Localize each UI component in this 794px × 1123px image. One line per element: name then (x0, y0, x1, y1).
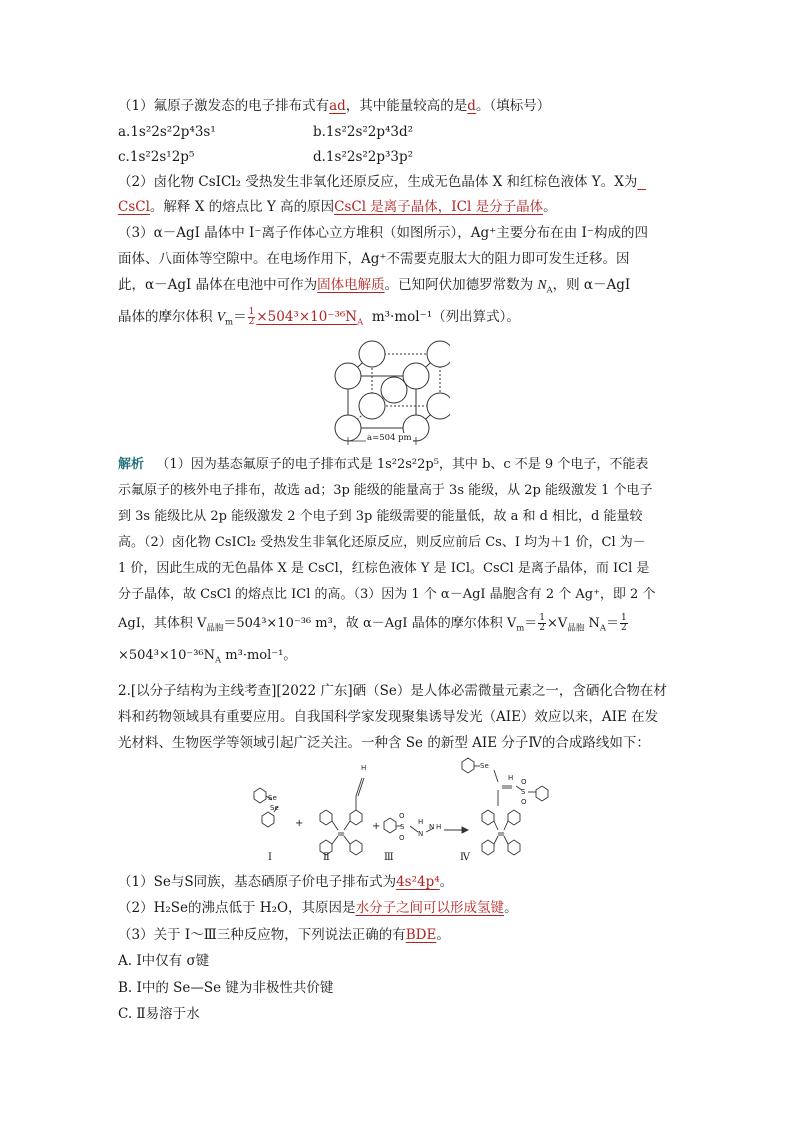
q3-vm: V (216, 309, 226, 324)
p2-line3 (118, 733, 650, 753)
analysis-text-6: 分子晶体，故 CsCl 的熔点比 ICl 的高。（3）因为 1 个 α－AgI 晶胞含有 2 个 Ag⁺，即 2 个 (118, 587, 656, 602)
q1-option-d: d.1s²2s²2p³3p² (313, 149, 414, 165)
q3-answer-use: 固体电解质 (317, 277, 385, 293)
q2-text-3: 。 (543, 199, 557, 215)
analysis-line4 (118, 533, 646, 553)
mol1-se-top: Se (268, 794, 277, 802)
q2-answer-x: CsCl (118, 199, 150, 215)
analysis-text-7a: AgI，其体积 V (118, 616, 207, 631)
mol4-o-top: O (521, 778, 527, 786)
analysis-sub-5: A (215, 655, 222, 666)
q1-text-a: （1）氟原子激发态的电子排布式有 (118, 98, 330, 114)
analysis-line8 (118, 646, 296, 666)
p2-text-3: 光材料、生物医学等领域引起广泛关注。一种含 Se 的新型 AIE 分子Ⅳ的合成路线如下： (118, 735, 650, 751)
analysis-sub-4: A (599, 623, 606, 634)
p2-q1-end: 。 (439, 874, 454, 890)
q3-na: N (537, 277, 547, 292)
reaction-scheme (240, 756, 570, 868)
molecule-3-structure (384, 818, 434, 833)
q2-line1 (118, 172, 646, 192)
analysis-frac2-den: 2 (621, 623, 627, 633)
q3-text-4b: m³·mol⁻¹（列出算式）。 (371, 309, 520, 325)
mol2-h: H (361, 764, 367, 772)
mol3-n2: N (429, 823, 435, 831)
mol3-o-bottom: O (399, 834, 405, 842)
analysis-frac2-num: 1 (621, 613, 627, 623)
q1-option-b: b.1s²2s²2p⁴3d² (313, 124, 414, 140)
q1-answer-1: ad (329, 98, 346, 114)
mol3-s: S (400, 823, 405, 831)
p2-q1 (118, 872, 453, 892)
analysis-text-2: 示氟原子的核外电子排布，故选 ad；3p 能级的能量高于 3s 能级，从 2p 能级激发 1 个电子 (118, 483, 653, 498)
analysis-frac1-num: 1 (539, 613, 546, 623)
analysis-text-3: 到 3s 能级比从 2p 能级激发 2 个电子到 3p 能级需要的能量低，故 a 和 d 相比，d 能量较 (118, 509, 643, 524)
q2-line2 (118, 197, 557, 217)
molecule-4-structure (462, 758, 548, 855)
p2-q3-end: 。 (436, 927, 450, 943)
analysis-text-7e: N (584, 616, 600, 631)
q3-text-3c: ，则 α－AgI (552, 277, 631, 293)
p2-option-c: C. Ⅱ易溶于水 (118, 1006, 200, 1022)
p2-line2 (118, 707, 658, 727)
analysis-text-1: （1）因为基态氟原子的电子排布式是 1s²2s²2p⁵，其中 b、c 不是 9 个电子，不能表 (156, 457, 649, 472)
atom-front-tl (335, 363, 361, 389)
p2-line1 (118, 681, 667, 701)
p2-q1-answer: 4s²4p⁴ (396, 874, 440, 890)
q3-line1 (118, 223, 648, 243)
p2-option-b: B. Ⅰ中的 Se—Se 键为非极性共价键 (118, 980, 334, 996)
q1-option-a: a.1s²2s²2p⁴3s¹ (118, 124, 216, 140)
q3-frac-den: 2 (248, 317, 255, 327)
q3-text-1: （3）α－AgI 晶体中 I⁻离子作体心立方堆积（如图所示），Ag⁺主要分布在由 I⁻构成的四 (118, 225, 648, 241)
q2-text-1: （2）卤化物 CsICl₂ 受热发生非氧化还原反应，生成无色晶体 X 和红棕色液体 Y。X为 (118, 174, 638, 190)
analysis-text-8a: ×504³×10⁻³⁶N (118, 648, 216, 663)
crystal-edge-label: a=504 pm (367, 433, 412, 443)
analysis-label: 解析 (118, 457, 145, 472)
atom-body-center (381, 377, 407, 403)
analysis-sub-1: 晶胞 (206, 623, 224, 634)
mol-label-1: Ⅰ (268, 852, 272, 863)
q3-na-sub: A (546, 285, 553, 296)
p2-q3 (118, 925, 450, 945)
q1-options-row2 (118, 147, 194, 167)
q3-line3 (118, 275, 630, 295)
analysis-line7 (118, 614, 629, 634)
p2-text-2: 料和药物领域具有重要应用。自我国科学家发现聚集诱导发光（AIE）效应以来，AIE 在发 (118, 709, 659, 725)
p2-q3-text: （3）关于 Ⅰ～Ⅲ三种反应物，下列说法正确的有 (118, 927, 406, 943)
q3-text-2: 面体、八面体等空隙中。在电场作用下，Ag⁺不需要克服太大的阻力即可发生迁移。因 (118, 251, 630, 267)
mol-label-2: Ⅱ (323, 852, 330, 863)
analysis-line1 (118, 455, 648, 475)
atom-front-tr (403, 363, 429, 389)
analysis-text-7c: ＝ (524, 616, 538, 631)
q2-text-2: 。解释 X 的熔点比 Y 高的原因 (149, 199, 335, 215)
p2-q2 (118, 898, 518, 918)
q1-option-c: c.1s²2s¹2p⁵ (118, 149, 195, 165)
q1-option-d-wrap (313, 147, 413, 167)
q3-vm-sub: m (225, 317, 234, 328)
plus-1: + (295, 818, 304, 829)
mol4-se: Se (480, 762, 489, 770)
analysis-text-8b: m³·mol⁻¹。 (221, 648, 297, 663)
analysis-line6 (118, 585, 655, 605)
p2-text-1: 2.[以分子结构为主线考查][2022 广东]硒（Se）是人体必需微量元素之一，含硒化合物在材 (118, 683, 667, 699)
q3-answer-vm-rest: ×504³×10⁻³⁶N (256, 309, 358, 325)
q3-frac-num: 1 (248, 307, 255, 317)
atom-back-bl (359, 393, 385, 419)
mol3-h1: H (418, 818, 424, 826)
crystal-bcc-figure (328, 340, 450, 448)
mol3-h2: H (436, 823, 442, 831)
analysis-text-4: 高。（2）卤化物 CsICl₂ 受热发生非氧化还原反应，则反应前后 Cs、I 均为＋1 价，Cl 为－ (118, 535, 646, 550)
q2-answer-reason: CsCl 是离子晶体，ICl 是分子晶体 (334, 199, 544, 215)
q3-line4 (118, 307, 520, 327)
analysis-line5 (118, 559, 649, 579)
atom-back-br (427, 393, 450, 419)
analysis-text-7b: ＝504³×10⁻³⁶ m³，故 α－AgI 晶体的摩尔体积 V (223, 616, 517, 631)
mol4-h: H (508, 774, 514, 782)
mol3-n1: N (418, 830, 424, 838)
analysis-frac1-den: 2 (539, 623, 546, 633)
mol-label-3: Ⅲ (384, 852, 394, 863)
p2-q3-answer: BDE (405, 927, 437, 943)
q3-text-4a: 晶体的摩尔体积 (118, 309, 217, 325)
p2-q2-answer: 水分子之间可以形成氢键 (355, 900, 505, 916)
analysis-text-7f: ＝ (605, 616, 619, 631)
mol4-o-bottom: O (521, 798, 527, 806)
q1-answer-2: d (467, 98, 476, 114)
atom-back-tr (427, 341, 450, 367)
mol3-o-top: O (399, 812, 405, 820)
analysis-text-7d: ×V (547, 616, 568, 631)
q3-line2 (118, 249, 630, 269)
plus-2: + (372, 821, 381, 832)
q1-stem (118, 96, 550, 116)
q3-answer-vm (247, 307, 364, 328)
analysis-text-5: 1 价，因此生成的无色晶体 X 是 CsCl，红棕色液体 Y 是 ICl。CsCl 是离子晶体，而 ICl 是 (118, 561, 650, 576)
mol1-se-bottom: Se (270, 804, 279, 812)
q1-options-row1 (118, 122, 216, 142)
mol4-s: S (521, 788, 526, 796)
q1-option-b-wrap (313, 122, 413, 142)
atom-back-tl (359, 341, 385, 367)
p2-option-a: A. Ⅰ中仅有 σ键 (118, 953, 210, 969)
analysis-line2 (118, 481, 653, 501)
analysis-sub-2: m (516, 623, 525, 634)
p2-q1-text: （1）Se与S同族，基态硒原子价电子排布式为 (118, 874, 397, 890)
analysis-sub-3: 晶胞 (567, 623, 585, 634)
q1-text-c: 。（填标号） (475, 98, 551, 114)
q3-eq: ＝ (233, 309, 247, 325)
analysis-line3 (118, 507, 643, 527)
q3-text-3a: 此，α－AgI 晶体在电池中可作为 (118, 277, 318, 293)
q1-text-b: ，其中能量较高的是 (345, 98, 468, 114)
molecule-2-structure (320, 778, 364, 855)
p2-q2-text: （2）H₂Se的沸点低于 H₂O，其原因是 (118, 900, 356, 916)
mol-label-4: Ⅳ (460, 852, 470, 863)
p2-q2-end: 。 (504, 900, 518, 916)
q3-text-3b: 。已知阿伏加德罗常数为 (384, 277, 538, 293)
q3-answer-vm-sub: A (357, 317, 364, 328)
